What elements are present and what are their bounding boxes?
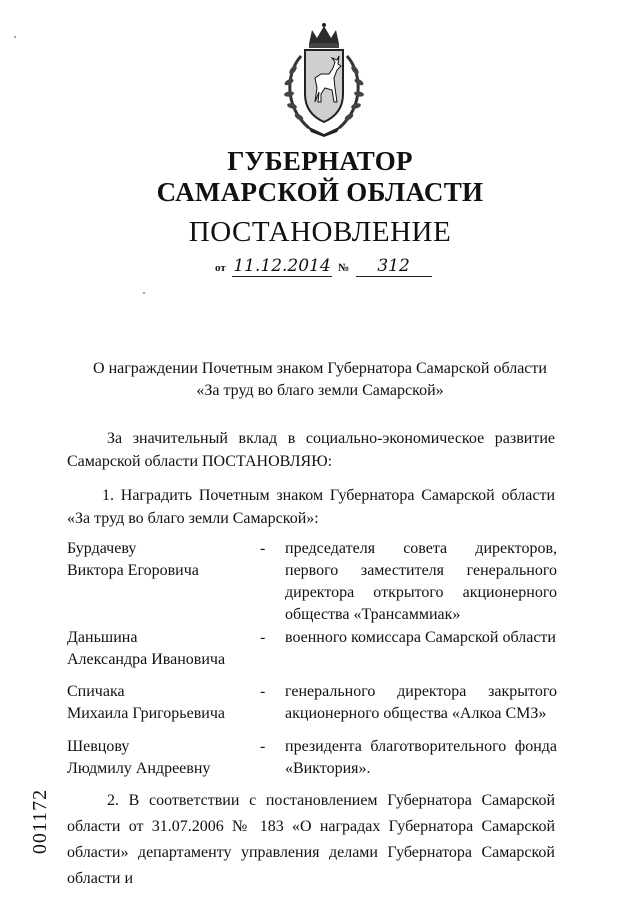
document-subject xyxy=(0,358,640,402)
awardee-surname: Даньшина xyxy=(67,629,138,646)
award-paragraph: 1. Наградить Почетным знаком Губернатора Самарской области «За труд во благо земли Самарской»: xyxy=(67,487,555,527)
awardee-description: председателя совета директоров, первого заместителя генерального директора открытого акционерного общества «Трансаммиак» xyxy=(285,540,557,623)
separator-dash: - xyxy=(260,738,266,755)
awardee-given-names: Михаила Григорьевича xyxy=(67,705,225,722)
coat-of-arms-icon xyxy=(279,22,369,138)
awardee-description: президента благотворительного фонда «Виктория». xyxy=(285,738,557,777)
title-line-2: САМАРСКОЙ ОБЛАСТИ xyxy=(156,177,484,207)
scan-speck xyxy=(14,36,16,38)
separator-dash: - xyxy=(260,629,266,646)
date-number-line xyxy=(212,256,432,277)
number-value: 312 xyxy=(356,256,432,277)
margin-stamp-number xyxy=(28,788,54,854)
document-type: ПОСТАНОВЛЕНИЕ xyxy=(188,216,452,248)
awardee-given-names: Людмилу Андреевну xyxy=(67,760,211,777)
separator-dash: - xyxy=(260,540,266,557)
instruction-paragraph: 2. В соответствии с постановлением Губернатора Самарской области от 31.07.2006 № 183 «О наградах Губернатора Самарской области» департаменту управления делами Губернатора Самарской области и xyxy=(67,792,555,887)
awardee-given-names: Александра Ивановича xyxy=(67,651,226,668)
awardee-description: военного комиссара Самарской области xyxy=(285,629,556,646)
scan-speck xyxy=(143,292,145,294)
awardee-name xyxy=(67,538,252,582)
number-label: № xyxy=(338,262,350,274)
date-label: от xyxy=(215,262,226,274)
title-line-1: ГУБЕРНАТОР xyxy=(227,146,413,176)
subject-line-2: «За труд во благо земли Самарской» xyxy=(196,382,444,399)
awardee-surname: Шевцову xyxy=(67,738,130,755)
margin-stamp-text: 001172 xyxy=(29,788,52,854)
awardee-name xyxy=(67,681,252,725)
awardee-name xyxy=(67,627,252,671)
separator-dash: - xyxy=(260,683,266,700)
awardee-name xyxy=(67,736,252,780)
awardee-surname: Бурдачеву xyxy=(67,540,137,557)
awardee-given-names: Виктора Егоровича xyxy=(67,562,199,579)
awardee-description: генерального директора закрытого акционерного общества «Алкоа СМЗ» xyxy=(285,683,557,722)
subject-line-1: О награждении Почетным знаком Губернатора Самарской области xyxy=(93,360,547,377)
awardee-surname: Спичака xyxy=(67,683,125,700)
date-value: 11.12.2014 xyxy=(233,256,331,276)
preamble-paragraph: За значительный вклад в социально-экономическое развитие Самарской области ПОСТАНОВЛЯЮ: xyxy=(67,430,555,470)
